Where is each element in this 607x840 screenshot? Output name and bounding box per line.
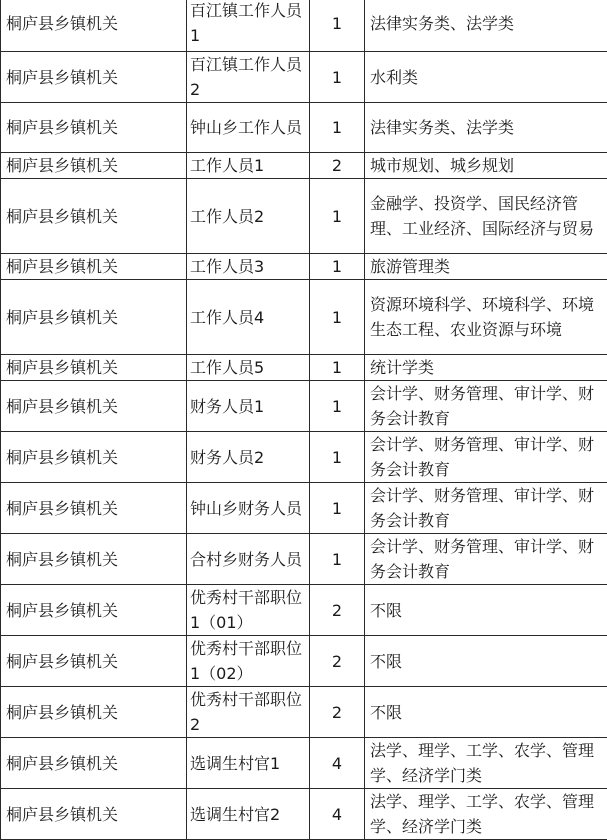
count-cell: 2 [310,687,365,738]
major-cell: 法学、理学、工学、农学、管理学、经济学门类 [365,738,607,789]
unit-cell: 桐庐县乡镇机关 [1,280,187,355]
unit-cell: 桐庐县乡镇机关 [1,636,187,687]
major-cell: 资源环境科学、环境科学、环境生态工程、农业资源与环境 [365,280,607,355]
position-cell: 工作人员1 [187,153,310,179]
count-cell: 1 [310,0,365,52]
table-row [1,179,607,254]
table-row [1,381,607,432]
table-row [1,636,607,687]
unit-cell: 桐庐县乡镇机关 [1,483,187,534]
unit-cell: 桐庐县乡镇机关 [1,179,187,254]
count-cell: 1 [310,381,365,432]
major-cell: 法学、理学、工学、农学、管理学、经济学门类 [365,789,607,840]
count-cell: 1 [310,280,365,355]
position-cell: 财务人员2 [187,432,310,483]
count-cell: 1 [310,355,365,381]
major-cell: 法律实务类、法学类 [365,103,607,153]
major-cell: 城市规划、城乡规划 [365,153,607,179]
major-cell: 会计学、财务管理、审计学、财务会计教育 [365,381,607,432]
unit-cell: 桐庐县乡镇机关 [1,534,187,585]
table-row [1,103,607,153]
unit-cell: 桐庐县乡镇机关 [1,381,187,432]
major-cell: 不限 [365,636,607,687]
table-row [1,789,607,840]
unit-cell: 桐庐县乡镇机关 [1,789,187,840]
count-cell: 2 [310,585,365,636]
table-row [1,585,607,636]
major-cell: 会计学、财务管理、审计学、财务会计教育 [365,432,607,483]
unit-cell: 桐庐县乡镇机关 [1,355,187,381]
count-cell: 1 [310,483,365,534]
count-cell: 1 [310,432,365,483]
count-cell: 1 [310,534,365,585]
position-cell: 工作人员3 [187,254,310,280]
table-row [1,0,607,52]
major-cell: 会计学、财务管理、审计学、财务会计教育 [365,483,607,534]
position-cell: 合村乡财务人员 [187,534,310,585]
major-cell: 不限 [365,687,607,738]
count-cell: 1 [310,52,365,103]
table-row [1,432,607,483]
position-cell: 选调生村官1 [187,738,310,789]
unit-cell: 桐庐县乡镇机关 [1,585,187,636]
major-cell: 旅游管理类 [365,254,607,280]
table-row [1,355,607,381]
table-row [1,153,607,179]
position-cell: 百江镇工作人员1 [187,0,310,52]
position-cell: 选调生村官2 [187,789,310,840]
major-cell: 法律实务类、法学类 [365,0,607,52]
position-cell: 财务人员1 [187,381,310,432]
unit-cell: 桐庐县乡镇机关 [1,254,187,280]
table-row [1,52,607,103]
position-cell: 工作人员4 [187,280,310,355]
count-cell: 1 [310,179,365,254]
unit-cell: 桐庐县乡镇机关 [1,687,187,738]
position-cell: 钟山乡工作人员 [187,103,310,153]
major-cell: 不限 [365,585,607,636]
count-cell: 1 [310,254,365,280]
table-row [1,738,607,789]
count-cell: 2 [310,636,365,687]
unit-cell: 桐庐县乡镇机关 [1,103,187,153]
count-cell: 2 [310,153,365,179]
unit-cell: 桐庐县乡镇机关 [1,738,187,789]
count-cell: 4 [310,789,365,840]
position-cell: 工作人员5 [187,355,310,381]
unit-cell: 桐庐县乡镇机关 [1,0,187,52]
count-cell: 4 [310,738,365,789]
table-body [1,0,607,840]
unit-cell: 桐庐县乡镇机关 [1,153,187,179]
major-cell: 会计学、财务管理、审计学、财务会计教育 [365,534,607,585]
major-cell: 统计学类 [365,355,607,381]
table-row [1,687,607,738]
table-row [1,534,607,585]
position-cell: 优秀村干部职位2 [187,687,310,738]
position-cell: 百江镇工作人员2 [187,52,310,103]
position-cell: 优秀村干部职位1（01） [187,585,310,636]
position-cell: 钟山乡财务人员 [187,483,310,534]
unit-cell: 桐庐县乡镇机关 [1,52,187,103]
table-row [1,280,607,355]
table-row [1,483,607,534]
unit-cell: 桐庐县乡镇机关 [1,432,187,483]
position-cell: 优秀村干部职位1（02） [187,636,310,687]
position-cell: 工作人员2 [187,179,310,254]
major-cell: 水利类 [365,52,607,103]
count-cell: 1 [310,103,365,153]
major-cell: 金融学、投资学、国民经济管理、工业经济、国际经济与贸易 [365,179,607,254]
table-row [1,254,607,280]
